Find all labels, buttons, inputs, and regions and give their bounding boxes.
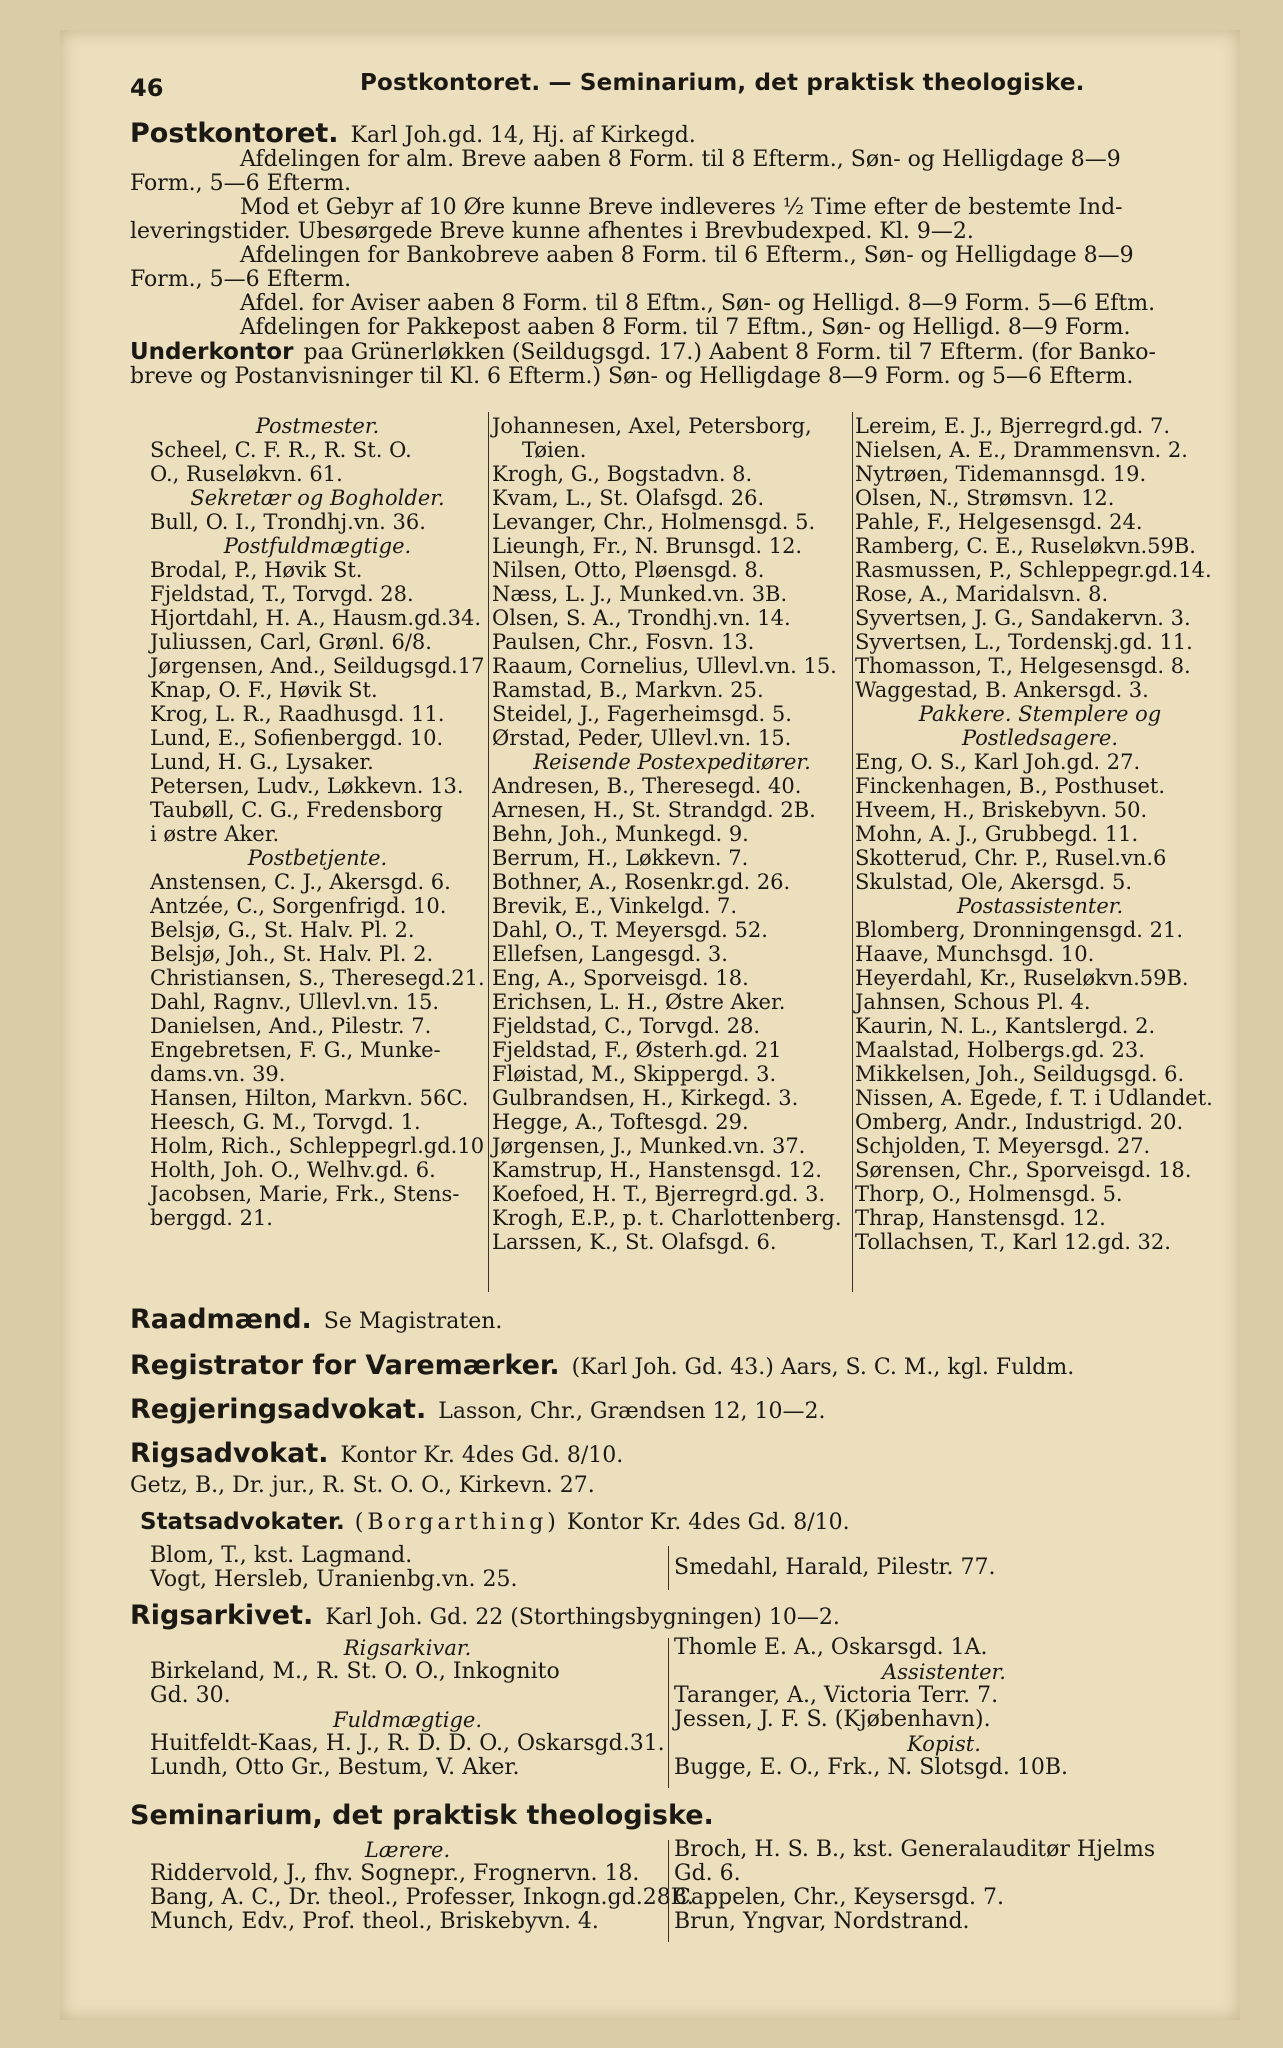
statsadvokater-left <box>150 1544 660 1592</box>
rigsarkivet-section <box>130 1600 1220 1631</box>
statsadvokat-entry: Smedahl, Harald, Pilestr. 77. <box>674 1555 996 1580</box>
list-entry: Huitfeldt-Kaas, H. J., R. D. D. O., Oskarsgd.31. <box>150 1731 665 1756</box>
list-entry: Brun, Yngvar, Nordstrand. <box>674 1909 970 1934</box>
list-entry: Heyerdahl, Kr., Ruseløkvn.59B. <box>855 966 1189 990</box>
rigsadvokat-heading: Rigsadvokat. <box>130 1438 329 1469</box>
page-number: 46 <box>130 74 164 102</box>
list-entry: Petersen, Ludv., Løkkevn. 13. <box>150 774 464 798</box>
list-entry: Haave, Munchsgd. 10. <box>855 942 1095 966</box>
staff-column-3 <box>855 414 1225 1254</box>
rigsarkivet-heading: Rigsarkivet. <box>130 1600 314 1631</box>
list-entry: Finckenhagen, B., Posthuset. <box>855 774 1166 798</box>
raadmaend-section <box>130 1304 1220 1335</box>
list-entry: i østre Aker. <box>150 822 280 846</box>
statsadvokater-section <box>140 1510 1230 1535</box>
list-entry: Kamstrup, H., Hanstensgd. 12. <box>492 1158 822 1182</box>
list-entry: Thomasson, T., Helgesensgd. 8. <box>855 654 1191 678</box>
list-entry: Omberg, Andr., Industrigd. 20. <box>855 1110 1184 1134</box>
list-entry: Antzée, C., Sorgenfrigd. 10. <box>150 894 447 918</box>
list-entry: Waggestad, B. Ankersgd. 3. <box>855 678 1149 702</box>
list-entry: Fjeldstad, C., Torvgd. 28. <box>492 1014 761 1038</box>
list-entry: O., Ruseløkvn. 61. <box>150 462 343 486</box>
list-entry: Næss, L. J., Munked.vn. 3B. <box>492 582 788 606</box>
regjeringsadvokat-section <box>130 1394 1220 1425</box>
list-entry: Behn, Joh., Munkegd. 9. <box>492 822 749 846</box>
list-subheading: Assistenter. <box>882 1660 1006 1684</box>
list-entry: Bang, A. C., Dr. theol., Professer, Inkogn.gd.28B. <box>150 1885 694 1910</box>
raadmaend-heading: Raadmænd. <box>130 1304 312 1335</box>
list-entry: Jacobsen, Marie, Frk., Stens- <box>150 1182 460 1206</box>
list-entry: Riddervold, J., fhv. Sognepr., Frognervn. 18. <box>150 1861 640 1886</box>
list-entry: Holth, Joh. O., Welhv.gd. 6. <box>150 1158 436 1182</box>
postkontoret-line-3: Mod et Gebyr af 10 Øre kunne Breve indleveres ½ Time efter de bestemte Ind- <box>240 195 1123 220</box>
list-entry: Ørstad, Peder, Ullevl.vn. 15. <box>492 726 792 750</box>
raadmaend-text: Se Magistraten. <box>323 1309 503 1334</box>
regjeringsadvokat-text: Lasson, Chr., Grændsen 12, 10—2. <box>438 1399 826 1424</box>
registrator-section <box>130 1350 1220 1381</box>
list-entry: Mikkelsen, Joh., Seildugsgd. 6. <box>855 1062 1185 1086</box>
list-entry: Dahl, O., T. Meyersgd. 52. <box>492 918 768 942</box>
postkontoret-line-6: Form., 5—6 Efterm. <box>130 267 352 292</box>
list-entry: Danielsen, And., Pilestr. 7. <box>150 1014 432 1038</box>
list-entry: Rose, A., Maridalsvn. 8. <box>855 582 1109 606</box>
column-separator <box>668 1546 669 1590</box>
statsadvokater-heading: Statsadvokater. <box>140 1509 345 1535</box>
list-entry: Bull, O. I., Trondhj.vn. 36. <box>150 510 426 534</box>
list-subheading: Rigsarkivar. <box>343 1636 472 1660</box>
list-entry: Taubøll, C. G., Fredensborg <box>150 798 443 822</box>
list-entry: Eng, O. S., Karl Joh.gd. 27. <box>855 750 1141 774</box>
list-subheading: Pakkere. Stemplere og <box>918 702 1162 726</box>
list-entry: Tøien. <box>522 438 587 462</box>
list-entry: Skotterud, Chr. P., Rusel.vn.6 <box>855 846 1167 870</box>
underkontor-line-1: breve og Postanvisninger til Kl. 6 Efterm.) Søn- og Helligdage 8—9 Form. og 5—6 Efterm. <box>130 364 1134 389</box>
list-subheading: Postmester. <box>255 414 380 438</box>
list-entry: Fjeldstad, T., Torvgd. 28. <box>150 582 414 606</box>
postkontoret-heading: Postkontoret. <box>130 118 339 149</box>
list-entry: Bothner, A., Rosenkr.gd. 26. <box>492 870 791 894</box>
postkontoret-section <box>130 118 1220 389</box>
seminarium-right <box>674 1838 1234 1934</box>
list-entry: Jahnsen, Schous Pl. 4. <box>855 990 1091 1014</box>
seminarium-section <box>130 1800 1220 1831</box>
list-entry: Nielsen, A. E., Drammensvn. 2. <box>855 438 1188 462</box>
rigsadvokat-text: Kontor Kr. 4des Gd. 8/10. <box>340 1443 624 1468</box>
list-entry: Kaurin, N. L., Kantslergd. 2. <box>855 1014 1156 1038</box>
list-entry: Krogh, G., Bogstadvn. 8. <box>492 462 753 486</box>
list-entry: Thrap, Hanstensgd. 12. <box>855 1206 1106 1230</box>
column-separator <box>668 1840 669 1942</box>
postkontoret-line-2: Form., 5—6 Efterm. <box>130 171 352 196</box>
list-entry: berggd. 21. <box>150 1206 273 1230</box>
postkontoret-line-0: Postkontoret. Karl Joh.gd. 14, Hj. af Kirkegd. <box>130 118 696 149</box>
list-subheading: Lærere. <box>364 1838 451 1862</box>
list-entry: Maalstad, Holbergs.gd. 23. <box>855 1038 1145 1062</box>
list-entry: Rasmussen, P., Schleppegr.gd.14. <box>855 558 1212 582</box>
seminarium-heading: Seminarium, det praktisk theologiske. <box>130 1800 714 1831</box>
column-separator <box>488 412 489 1292</box>
list-entry: Thorp, O., Holmensgd. 5. <box>855 1182 1123 1206</box>
list-entry: Sørensen, Chr., Sporveisgd. 18. <box>855 1158 1192 1182</box>
underkontor-line-0: Underkontor paa Grünerløkken (Seildugsgd. 17.) Aabent 8 Form. til 7 Efterm. (for Banko- <box>130 339 1156 365</box>
running-head: Postkontoret. — Seminarium, det praktisk theologiske. <box>360 70 1085 96</box>
list-subheading: Postledsagere. <box>961 726 1119 750</box>
postkontoret-line-5: Afdelingen for Bankobreve aaben 8 Form. til 6 Efterm., Søn- og Helligdage 8—9 <box>240 243 1134 268</box>
list-entry: Levanger, Chr., Holmensgd. 5. <box>492 510 816 534</box>
regjeringsadvokat-heading: Regjeringsadvokat. <box>130 1394 427 1425</box>
rigsarkivet-left <box>150 1636 665 1780</box>
list-entry: Cappelen, Chr., Keysersgd. 7. <box>674 1885 1004 1910</box>
list-entry: Fjeldstad, F., Østerh.gd. 21 <box>492 1038 782 1062</box>
list-entry: Ramstad, B., Markvn. 25. <box>492 678 764 702</box>
list-entry: Berrum, H., Løkkevn. 7. <box>492 846 749 870</box>
list-entry: Hansen, Hilton, Markvn. 56C. <box>150 1086 469 1110</box>
list-entry: Erichsen, L. H., Østre Aker. <box>492 990 786 1014</box>
statsadvokater-right <box>674 1556 1214 1580</box>
list-entry: Dahl, Ragnv., Ullevl.vn. 15. <box>150 990 440 1014</box>
list-entry: Lereim, E. J., Bjerregrd.gd. 7. <box>855 414 1171 438</box>
list-entry: Eng, A., Sporveisgd. 18. <box>492 966 749 990</box>
list-entry: Brodal, P., Høvik St. <box>150 558 363 582</box>
list-entry: Broch, H. S. B., kst. Generalauditør Hjelms <box>674 1837 1156 1862</box>
list-entry: Larssen, K., St. Olafsgd. 6. <box>492 1230 777 1254</box>
list-entry: Syvertsen, J. G., Sandakervn. 3. <box>855 606 1191 630</box>
list-entry: Hegge, A., Toftesgd. 29. <box>492 1110 749 1134</box>
list-entry: Steidel, J., Fagerheimsgd. 5. <box>492 702 792 726</box>
list-entry: Nilsen, Otto, Pløensgd. 8. <box>492 558 765 582</box>
list-entry: Nytrøen, Tidemannsgd. 19. <box>855 462 1147 486</box>
list-entry: Lund, H. G., Lysaker. <box>150 750 374 774</box>
list-entry: Hjortdahl, H. A., Hausm.gd.34. <box>150 606 482 630</box>
list-entry: Fløistad, M., Skippergd. 3. <box>492 1062 777 1086</box>
list-entry: Thomle E. A., Oskarsgd. 1A. <box>674 1635 988 1660</box>
list-entry: Lund, E., Sofienberggd. 10. <box>150 726 444 750</box>
list-entry: Bugge, E. O., Frk., N. Slotsgd. 10B. <box>674 1755 1068 1780</box>
list-entry: Schjolden, T. Meyersgd. 27. <box>855 1134 1151 1158</box>
list-entry: Raaum, Cornelius, Ullevl.vn. 15. <box>492 654 837 678</box>
list-entry: Hveem, H., Briskebyvn. 50. <box>855 798 1148 822</box>
list-entry: Krog, L. R., Raadhusgd. 11. <box>150 702 445 726</box>
list-entry: Belsjø, Joh., St. Halv. Pl. 2. <box>150 942 434 966</box>
list-entry: Engebretsen, F. G., Munke- <box>150 1038 441 1062</box>
list-subheading: Postbetjente. <box>247 846 388 870</box>
list-entry: Paulsen, Chr., Fosvn. 13. <box>492 630 755 654</box>
seminarium-left <box>150 1838 694 1934</box>
list-entry: Juliussen, Carl, Grønl. 6/8. <box>150 630 432 654</box>
column-separator <box>852 412 853 1292</box>
statsadvokat-entry: Vogt, Hersleb, Uranienbg.vn. 25. <box>150 1567 518 1592</box>
list-entry: Pahle, F., Helgesensgd. 24. <box>855 510 1143 534</box>
list-entry: Scheel, C. F. R., R. St. O. <box>150 438 412 462</box>
list-entry: Skulstad, Ole, Akersgd. 5. <box>855 870 1132 894</box>
list-entry: dams.vn. 39. <box>150 1062 286 1086</box>
list-entry: Koefoed, H. T., Bjerregrd.gd. 3. <box>492 1182 826 1206</box>
list-entry: Anstensen, C. J., Akersgd. 6. <box>150 870 451 894</box>
registrator-heading: Registrator for Varemærker. <box>130 1350 560 1381</box>
list-entry: Birkeland, M., R. St. O. O., Inkognito <box>150 1659 560 1684</box>
postkontoret-line-4: leveringstider. Ubesørgede Breve kunne afhentes i Brevbudexped. Kl. 9—2. <box>130 219 974 244</box>
list-subheading: Sekretær og Bogholder. <box>190 486 445 510</box>
list-entry: Nissen, A. Egede, f. T. i Udlandet. <box>855 1086 1213 1110</box>
postkontoret-line-1: Afdelingen for alm. Breve aaben 8 Form. til 8 Efterm., Søn- og Helligdage 8—9 <box>240 147 1121 172</box>
registrator-text: (Karl Joh. Gd. 43.) Aars, S. C. M., kgl. Fuldm. <box>571 1355 1075 1380</box>
staff-column-1 <box>150 414 485 1230</box>
column-separator <box>668 1638 669 1788</box>
list-entry: Kvam, L., St. Olafsgd. 26. <box>492 486 765 510</box>
list-entry: Taranger, A., Victoria Terr. 7. <box>674 1683 999 1708</box>
statsadvokater-district: (Borgarthing) <box>354 1510 560 1535</box>
list-entry: Lieungh, Fr., N. Brunsgd. 12. <box>492 534 803 558</box>
rigsadvokat-getz: Getz, B., Dr. jur., R. St. O. O., Kirkevn. 27. <box>130 1473 595 1498</box>
list-entry: Syvertsen, L., Tordenskj.gd. 11. <box>855 630 1193 654</box>
rigsarkivet-right <box>674 1636 1214 1780</box>
list-entry: Andresen, B., Theresegd. 40. <box>492 774 802 798</box>
list-entry: Ellefsen, Langesgd. 3. <box>492 942 728 966</box>
postkontoret-line-8: Afdelingen for Pakkepost aaben 8 Form. til 7 Eftm., Søn- og Helligd. 8—9 Form. <box>240 315 1131 340</box>
list-entry: Gd. 6. <box>674 1861 741 1886</box>
list-entry: Jørgensen, And., Seildugsgd.17 <box>150 654 485 678</box>
postkontoret-line-7: Afdel. for Aviser aaben 8 Form. til 8 Eftm., Søn- og Helligd. 8—9 Form. 5—6 Eftm. <box>240 291 1156 316</box>
list-entry: Ramberg, C. E., Ruseløkvn.59B. <box>855 534 1196 558</box>
list-subheading: Fuldmægtige. <box>332 1708 483 1732</box>
list-entry: Blomberg, Dronningensgd. 21. <box>855 918 1184 942</box>
list-entry: Munch, Edv., Prof. theol., Briskebyvn. 4. <box>150 1909 599 1934</box>
list-entry: Olsen, S. A., Trondhj.vn. 14. <box>492 606 791 630</box>
list-subheading: Kopist. <box>907 1732 981 1756</box>
list-entry: Krogh, E.P., p. t. Charlottenberg. <box>492 1206 842 1230</box>
list-entry: Knap, O. F., Høvik St. <box>150 678 378 702</box>
staff-column-2 <box>492 414 852 1254</box>
list-entry: Jessen, J. F. S. (Kjøbenhavn). <box>674 1707 991 1732</box>
list-entry: Mohn, A. J., Grubbegd. 11. <box>855 822 1139 846</box>
list-entry: Belsjø, G., St. Halv. Pl. 2. <box>150 918 415 942</box>
underkontor-heading: Underkontor <box>130 339 294 365</box>
list-entry: Arnesen, H., St. Strandgd. 2B. <box>492 798 816 822</box>
list-entry: Jørgensen, J., Munked.vn. 37. <box>492 1134 806 1158</box>
list-entry: Tollachsen, T., Karl 12.gd. 32. <box>855 1230 1171 1254</box>
rigsadvokat-section <box>130 1438 1220 1498</box>
list-entry: Lundh, Otto Gr., Bestum, V. Aker. <box>150 1755 520 1780</box>
list-entry: Gulbrandsen, H., Kirkegd. 3. <box>492 1086 799 1110</box>
list-subheading: Reisende Postexpeditører. <box>533 750 811 774</box>
statsadvokat-entry: Blom, T., kst. Lagmand. <box>150 1543 413 1568</box>
rigsarkivet-text: Karl Joh. Gd. 22 (Storthingsbygningen) 10—2. <box>325 1605 840 1630</box>
list-subheading: Postfuldmægtige. <box>223 534 412 558</box>
list-entry: Holm, Rich., Schleppegrl.gd.10 <box>150 1134 485 1158</box>
statsadvokater-text: Kontor Kr. 4des Gd. 8/10. <box>566 1510 850 1535</box>
list-entry: Brevik, E., Vinkelgd. 7. <box>492 894 738 918</box>
list-entry: Olsen, N., Strømsvn. 12. <box>855 486 1115 510</box>
list-entry: Johannesen, Axel, Petersborg, <box>492 414 812 438</box>
list-entry: Christiansen, S., Theresegd.21. <box>150 966 485 990</box>
list-subheading: Postassistenter. <box>956 894 1124 918</box>
list-entry: Gd. 30. <box>150 1683 231 1708</box>
list-entry: Heesch, G. M., Torvgd. 1. <box>150 1110 421 1134</box>
